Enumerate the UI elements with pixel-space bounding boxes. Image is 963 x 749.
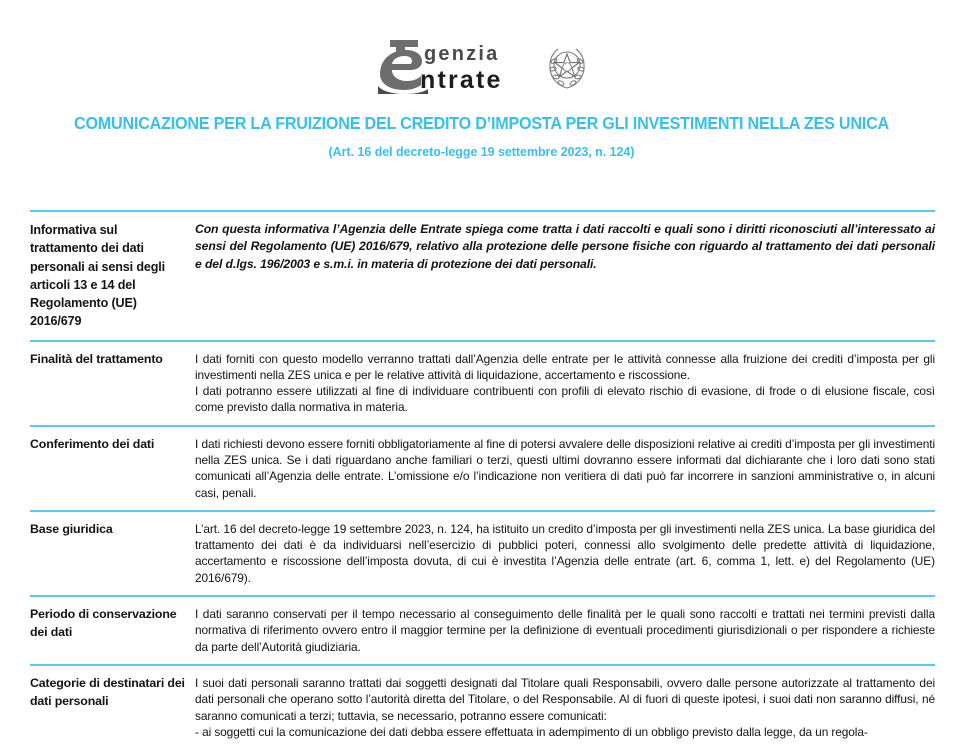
table-row: [30, 512, 935, 595]
row-paragraph: I suoi dati personali saranno trattati dai soggetti designati dal Titolare quali Responsabili, ovvero dalle persone autorizzate al trattamento dei dati personali che operano sotto l’autorità diretta del Titolare, o del Responsabile. Al di fuori di queste ipotesi, i suoi dati non saranno diffusi, né saranno comunicati a terzi; tuttavia, se necessario, potranno essere comunicati:: [195, 675, 935, 723]
row-body: [192, 606, 935, 655]
agenzia-entrate-wordmark: [372, 34, 540, 96]
row-label: Conferimento dei dati: [30, 436, 155, 451]
row-paragraph: I dati saranno conservati per il tempo necessario al conseguimento delle finalità per le quali sono raccolti e trattati nei termini previsti dalla normativa di riferimento ovvero entro il maggior termine per la definizione di eventuali procedimenti giurisdizionali o per rispondere a richieste da parte dell’Autorità giudiziaria.: [195, 607, 935, 654]
row-body: [192, 675, 935, 740]
row-label: Finalità del trattamento: [30, 351, 163, 366]
row-paragraph: I dati richiesti devono essere forniti obbligatoriamente al fine di potersi avvalere delle disposizioni relative ai crediti d’imposta per gli investimenti nella ZES unica. Se i dati riguardano anche familiari o terzi, questi ultimi dovranno essere informati dal dichiarante che i loro dati sono stati comunicati all’Agenzia delle entrate. L’omissione e/o l’indicazione non veritiera di dati può far incorrere in sanzioni amministrative o, in alcuni casi, penali.: [195, 436, 935, 500]
table-row: [30, 597, 935, 664]
row-body: [192, 351, 935, 416]
title-block: [0, 108, 963, 160]
table-row: [30, 666, 935, 749]
page-subtitle: (Art. 16 del decreto-legge 19 settembre 2023, n. 124): [328, 144, 635, 160]
page-title: COMUNICAZIONE PER LA FRUIZIONE DEL CREDITO D’IMPOSTA PER GLI INVESTIMENTI NELLA ZES UNICA: [74, 113, 889, 133]
row-label: Informativa sul trattamento dei dati personali ai sensi degli articoli 13 e 14 del Regolamento (UE) 2016/679: [30, 223, 165, 329]
row-label: Base giuridica: [30, 521, 113, 536]
row-paragraph: I dati forniti con questo modello verranno trattati dall’Agenzia delle entrate per le attività connesse alla fruizione dei crediti d’imposta per gli investimenti nella ZES unica e per le relative attività di liquidazione, accertamento e riscossione.: [195, 351, 935, 382]
repubblica-italiana-emblem-icon: [542, 41, 592, 91]
svg-text:ntrate: ntrate: [419, 66, 503, 94]
table-row: [30, 427, 935, 510]
row-body: Con questa informativa l’Agenzia delle Entrate spiega come tratta i dati raccolti e quali sono i diritti riconosciuti all’interessato ai sensi del Regolamento (UE) 2016/679, relativo alla protezione delle persone fisiche con riguardo al trattamento dei dati personali e del d.lgs. 196/2003 e s.m.i. in materia di protezione dei dati personali.: [195, 222, 935, 271]
row-paragraph: L’art. 16 del decreto-legge 19 settembre 2023, n. 124, ha istituito un credito d’imposta per gli investimenti nella ZES unica. La base giuridica del trattamento dei dati è da individuarsi nell’esercizio di pubblici poteri, connessi allo svolgimento delle predette attività di liquidazione, accertamento e riscossione dell’imposta dovuta, di cui è investita l’Agenzia delle entrate (art. 6, comma 1, lett. e) del Regolamento (UE) 2016/679).: [195, 521, 935, 585]
agenzia-entrate-logo: [0, 0, 963, 108]
row-paragraph: I dati potranno essere utilizzati al fine di individuare contribuenti con profili di elevato rischio di evasione, di frode o di elusione fiscale, così come previsto dalla normativa in materia.: [195, 384, 935, 415]
row-body: [192, 521, 935, 586]
table-row: [30, 212, 935, 340]
svg-text:genzia: genzia: [423, 43, 499, 65]
row-label: Periodo di conservazione dei dati: [30, 607, 177, 639]
privacy-notice-table: [30, 210, 935, 749]
row-body: [192, 436, 935, 501]
row-paragraph: - ai soggetti cui la comunicazione dei dati debba essere effettuata in adempimento di un obbligo previsto dalla legge, da un regola-: [195, 724, 868, 739]
row-label: Categorie di destinatari dei dati personali: [30, 675, 185, 708]
table-row: [30, 342, 935, 425]
